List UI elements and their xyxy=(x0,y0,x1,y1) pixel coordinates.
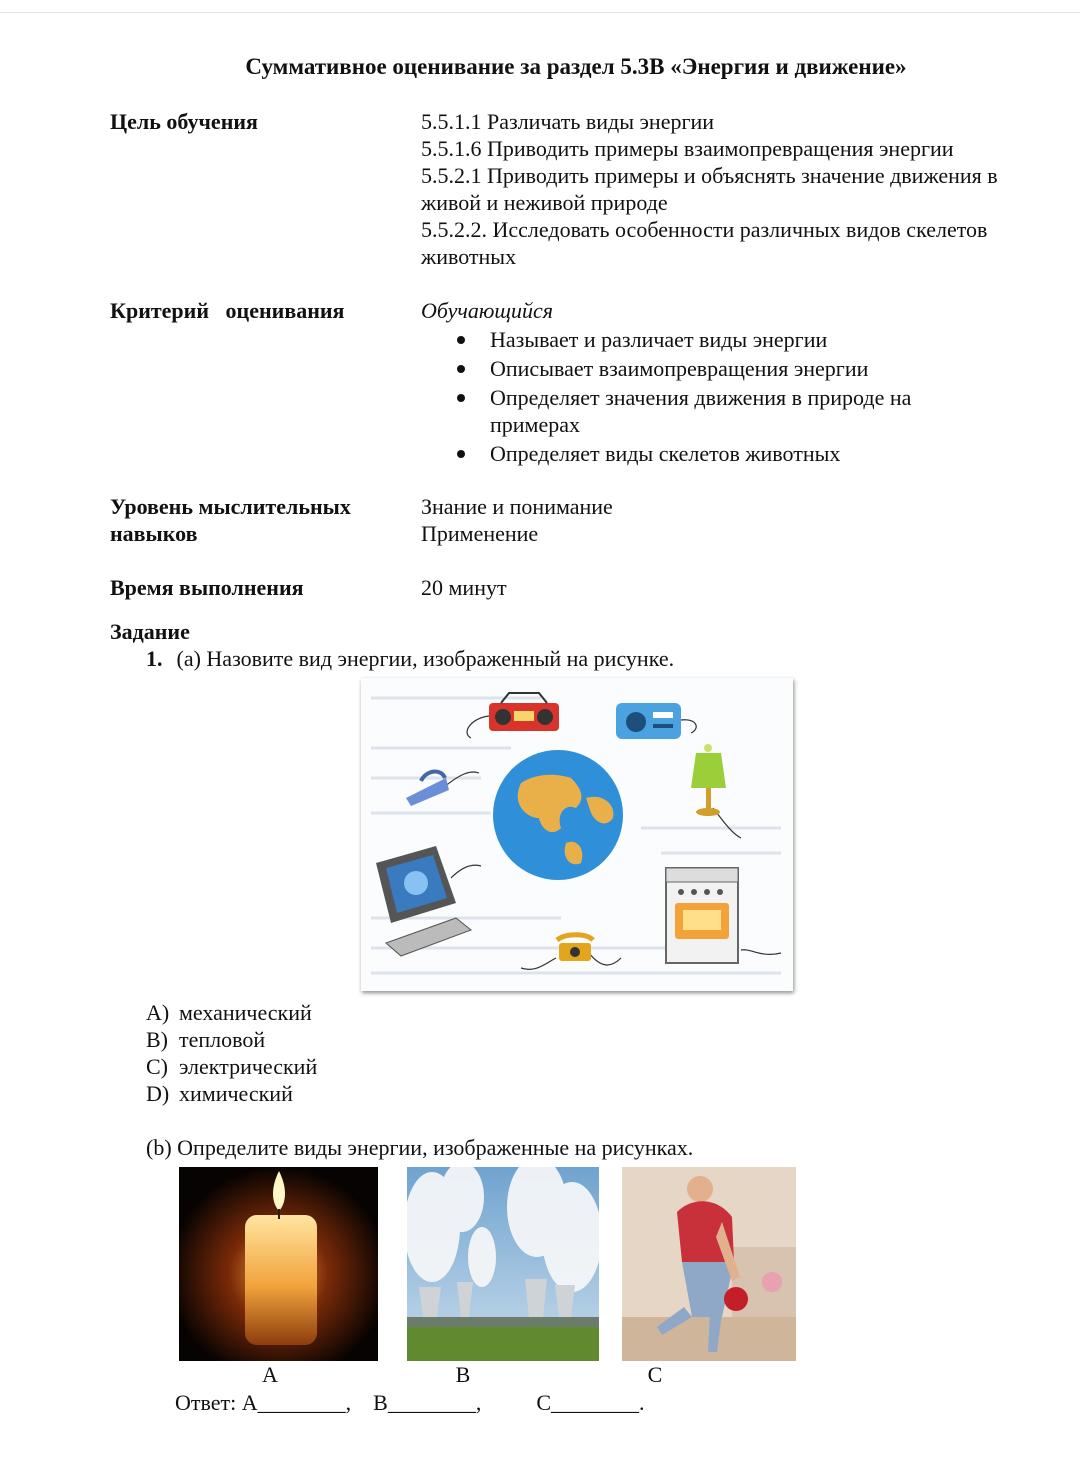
criteria-list xyxy=(421,326,1046,467)
option-letter: B) xyxy=(146,1027,168,1052)
criteria-item: Называет и различает виды энергии xyxy=(490,326,1046,353)
task-heading: Задание xyxy=(110,619,190,644)
option-text: механический xyxy=(179,1000,312,1025)
lamp-icon xyxy=(691,744,726,816)
criteria-item: Определяет виды скелетов животных xyxy=(490,440,1046,467)
appliances-illustration xyxy=(361,678,793,991)
question-1b-text: (b) Определите виды энергии, изображенные на рисунках. xyxy=(146,1135,694,1160)
page-top-border xyxy=(0,12,1080,13)
skill-value: Применение xyxy=(421,521,539,546)
criteria-label: Критерий оценивания xyxy=(110,298,345,323)
radio-icon xyxy=(616,703,681,739)
time-value: 20 минут xyxy=(421,575,507,600)
option-a xyxy=(146,999,317,1026)
criteria-item: Определяет значения движения в природе на примерах xyxy=(490,384,960,438)
caption-a: A xyxy=(262,1362,278,1387)
option-text: тепловой xyxy=(179,1027,266,1052)
electric-appliances-figure xyxy=(361,678,793,991)
objective-line: 5.5.2.2. Исследовать особенности различных видов скелетов животных xyxy=(421,217,988,269)
question-1a-text: (a) Назовите вид энергии, изображенный на рисунке. xyxy=(176,646,675,671)
option-b xyxy=(146,1026,317,1053)
stove-icon xyxy=(666,868,738,963)
bowling-photo xyxy=(622,1167,796,1366)
criteria-intro: Обучающийся xyxy=(421,298,554,323)
candle-icon xyxy=(245,1215,317,1345)
question-number: 1. xyxy=(146,646,163,671)
computer-icon xyxy=(376,846,471,956)
option-letter: C) xyxy=(146,1054,168,1079)
answer-options xyxy=(146,999,317,1107)
time-label: Время выполнения xyxy=(110,575,304,600)
option-text: химический xyxy=(179,1081,293,1106)
option-letter: A) xyxy=(146,1000,170,1025)
option-text: электрический xyxy=(179,1054,318,1079)
option-c xyxy=(146,1053,317,1080)
criteria-item: Описывает взаимопревращения энергии xyxy=(490,355,1046,382)
question-1a xyxy=(146,646,674,672)
objective-label: Цель обучения xyxy=(110,109,258,134)
option-letter: D) xyxy=(146,1081,170,1106)
objective-list xyxy=(421,108,1046,270)
objective-line: 5.5.1.6 Приводить примеры взаимопревращения энергии xyxy=(421,136,954,161)
option-d xyxy=(146,1080,317,1107)
skills-label: Уровень мыслительных навыков xyxy=(110,494,351,546)
objective-line: 5.5.1.1 Различать виды энергии xyxy=(421,109,715,134)
skills-values xyxy=(421,493,1046,547)
criteria-block xyxy=(421,297,1046,469)
objective-line: 5.5.2.1 Приводить примеры и объяснять значение движения в живой и неживой природе xyxy=(421,163,998,215)
telephone-icon xyxy=(557,935,593,961)
power-plant-photo xyxy=(407,1167,599,1366)
page-title: Суммативное оценивание за раздел 5.3В «Энергия и движение» xyxy=(245,54,907,79)
caption-b: B xyxy=(455,1362,471,1387)
caption-c: C xyxy=(647,1362,663,1387)
skill-value: Знание и понимание xyxy=(421,494,613,519)
candle-photo xyxy=(179,1167,378,1366)
answer-line: Ответ: A________, B________, C________. xyxy=(175,1390,645,1415)
bowling-ball-icon xyxy=(724,1287,748,1311)
